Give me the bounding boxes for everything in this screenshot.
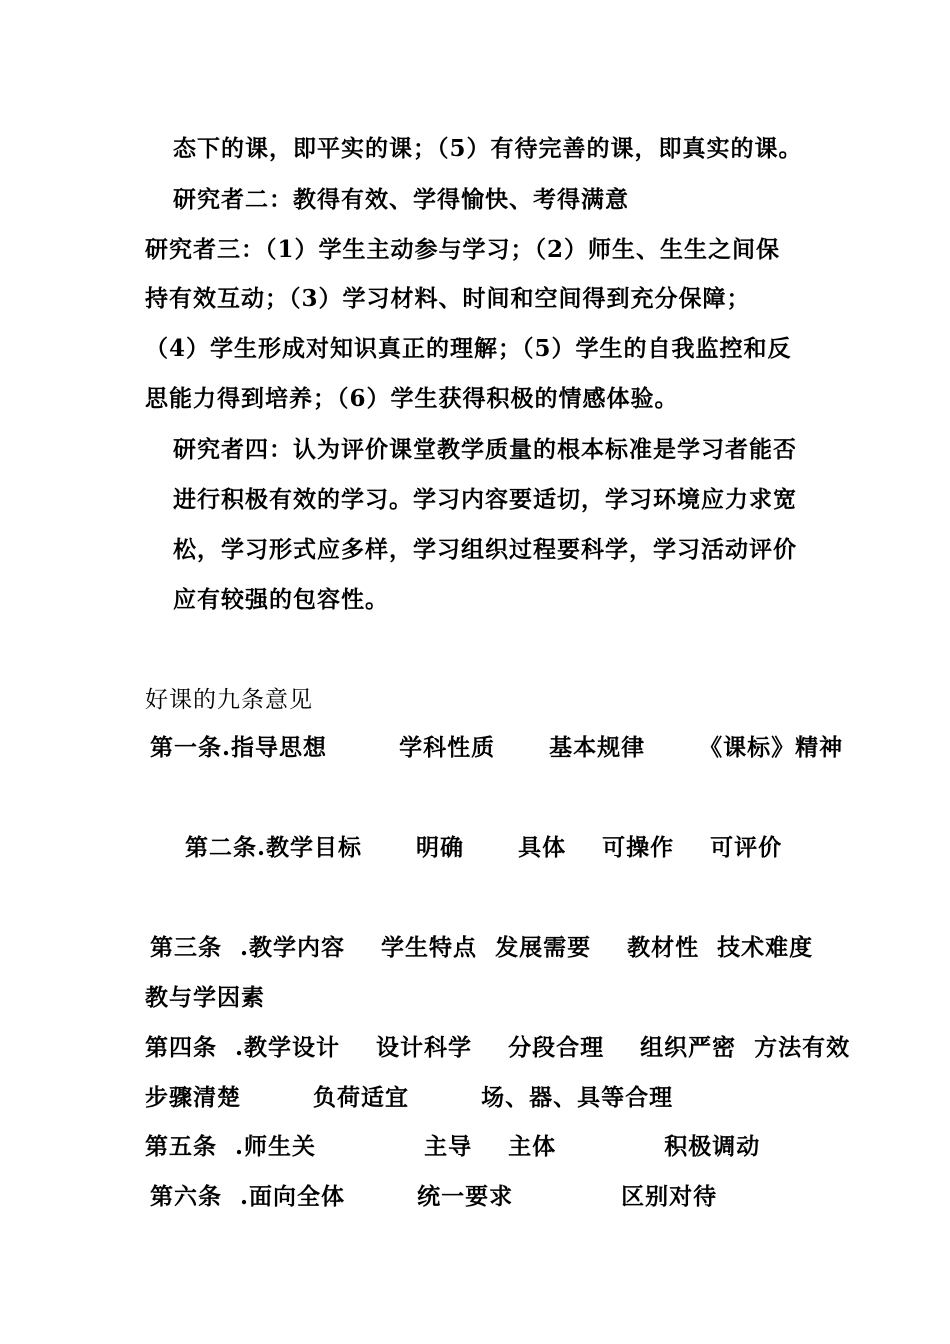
paragraph-line: 研究者三：（1）学生主动参与学习；（2）师生、生生之间保 bbox=[145, 236, 781, 263]
paragraph-line: 进行积极有效的学习。学习内容要适切，学习环境应力求宽 bbox=[173, 486, 797, 513]
section-item: 第四条 .教学设计 设计科学 分段合理 组织严密 方法有效 bbox=[145, 1034, 851, 1061]
section-item: 第六条 .面向全体 统一要求 区别对待 bbox=[150, 1183, 718, 1210]
section-title: 好课的九条意见 bbox=[145, 687, 313, 713]
paragraph-line: 应有较强的包容性。 bbox=[173, 586, 389, 613]
paragraph-line: 松，学习形式应多样，学习组织过程要科学，学习活动评价 bbox=[173, 536, 797, 563]
paragraph-line: （4）学生形成对知识真正的理解；（5）学生的自我监控和反 bbox=[145, 335, 792, 362]
paragraph-line: 持有效互动；（3）学习材料、时间和空间得到充分保障； bbox=[145, 285, 751, 312]
paragraph-line: 态下的课，即平实的课；（5）有待完善的课，即真实的课。 bbox=[173, 135, 803, 162]
paragraph-line: 思能力得到培养；（6）学生获得积极的情感体验。 bbox=[145, 385, 679, 412]
paragraph-line: 研究者二：教得有效、学得愉快、考得满意 bbox=[173, 186, 629, 213]
section-item: 第五条 .师生关 主导 主体 积极调动 bbox=[145, 1133, 761, 1160]
section-item: 第二条.教学目标 明确 具体 可操作 可评价 bbox=[185, 834, 783, 861]
section-item: 教与学因素 bbox=[145, 984, 265, 1011]
section-item: 步骤清楚 负荷适宜 场、器、具等合理 bbox=[145, 1084, 674, 1111]
paragraph-line: 研究者四：认为评价课堂教学质量的根本标准是学习者能否 bbox=[173, 436, 797, 463]
section-item: 第一条.指导思想 学科性质 基本规律 《课标》精神 bbox=[150, 734, 844, 761]
section-item: 第三条 .教学内容 学生特点 发展需要 教材性 技术难度 bbox=[150, 934, 814, 961]
